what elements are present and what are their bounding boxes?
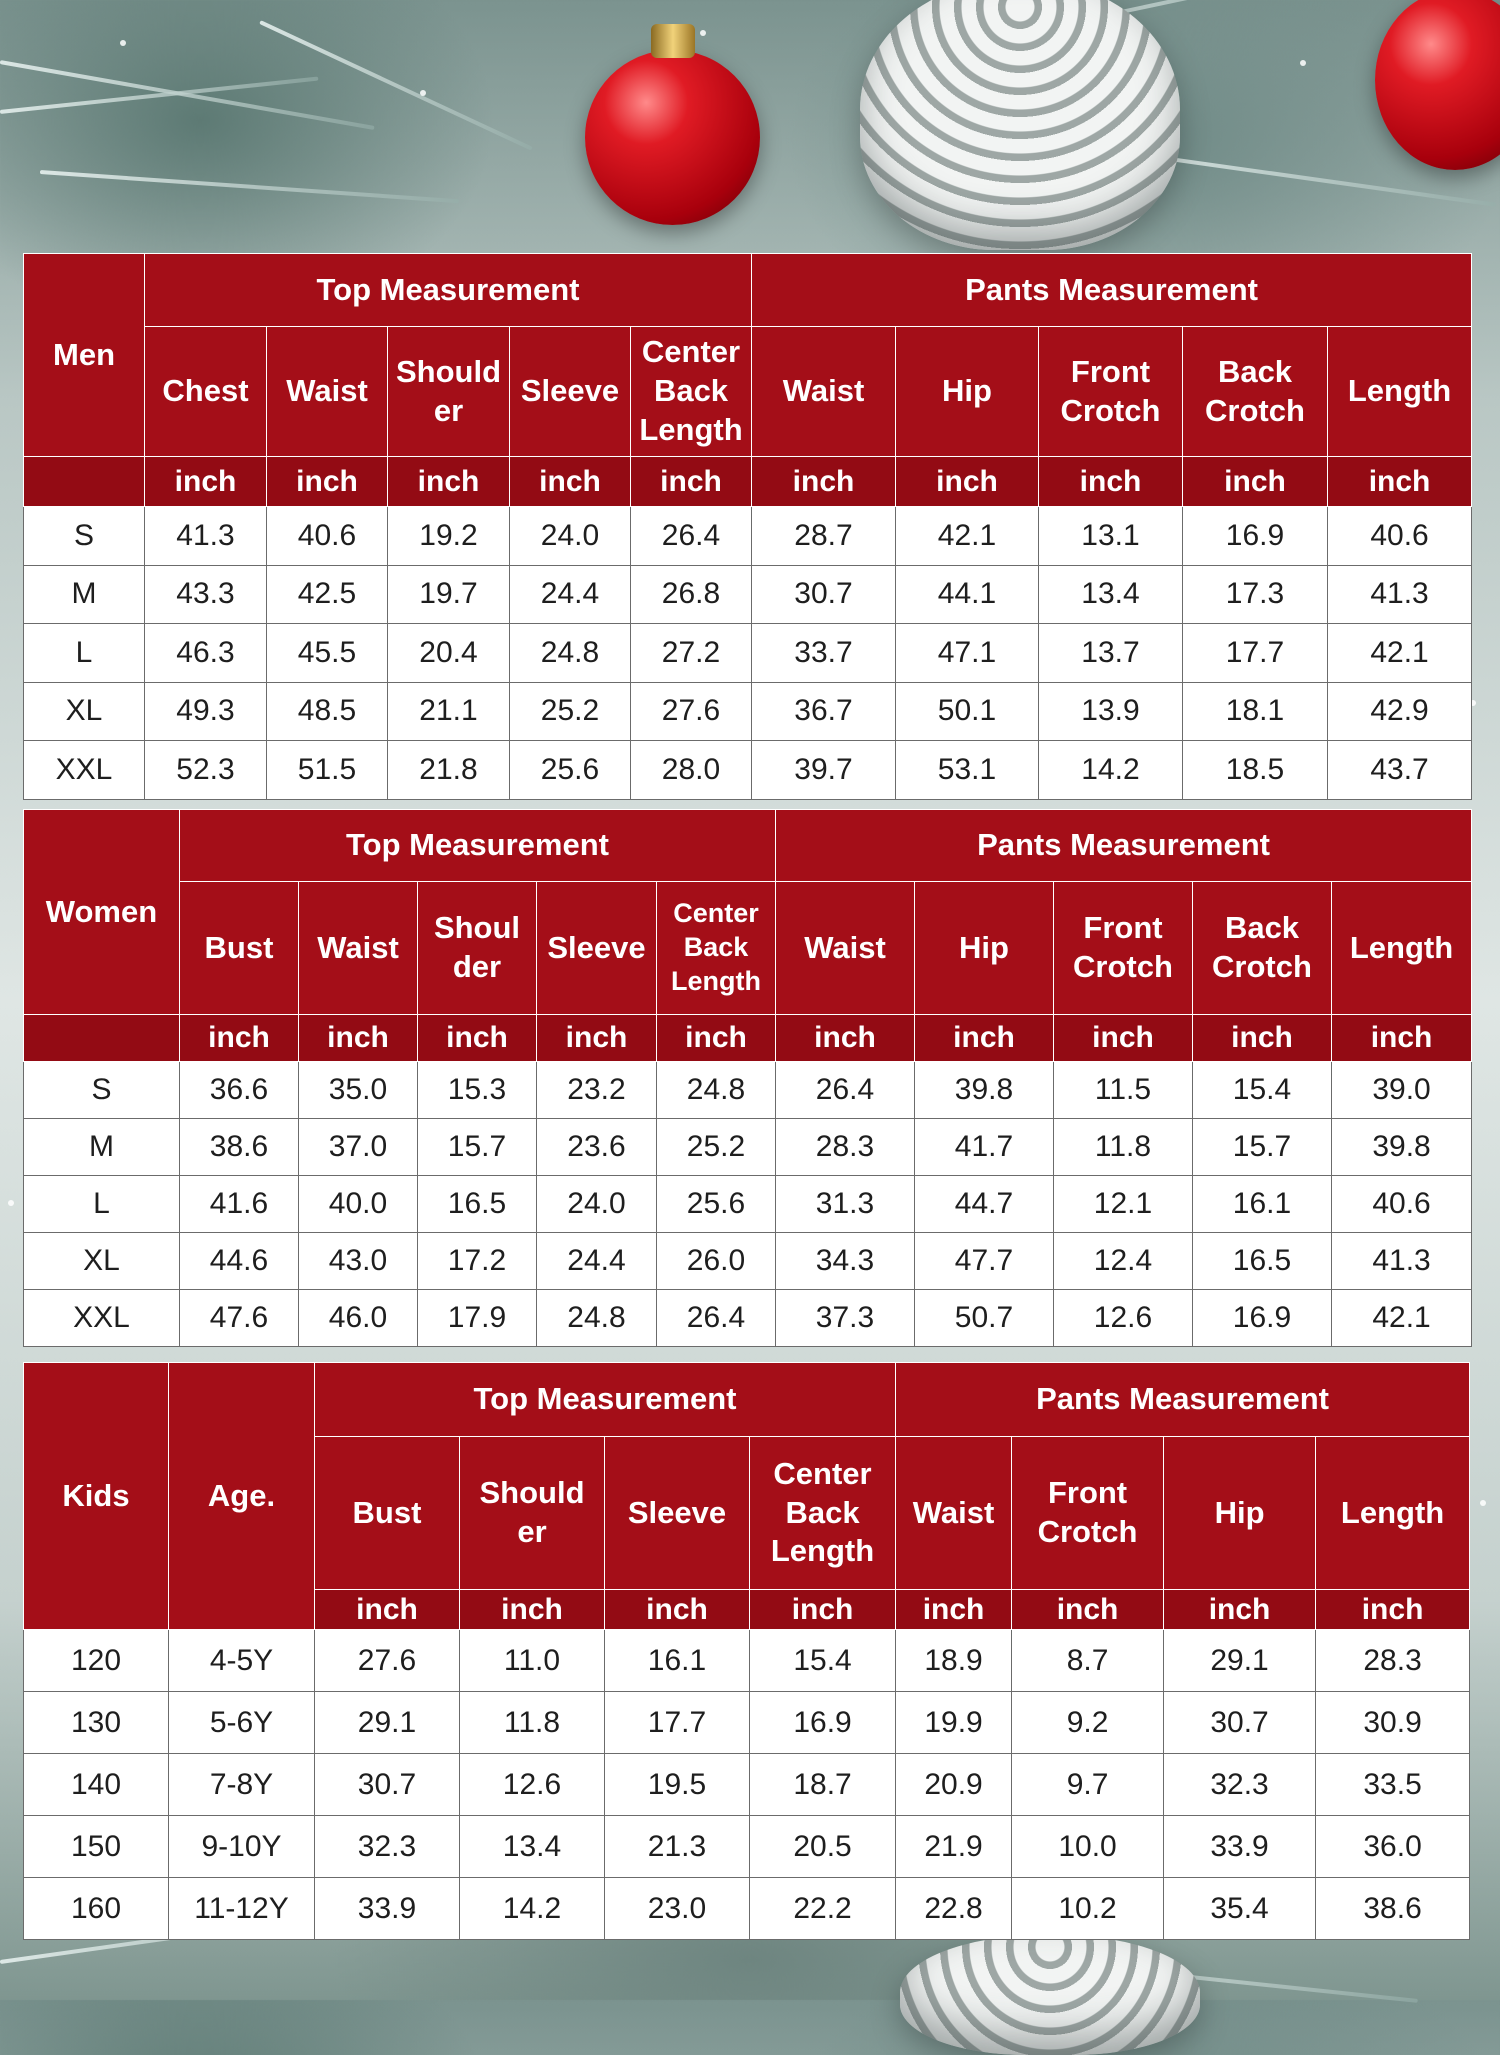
value-cell: 25.2 — [510, 682, 631, 741]
value-cell: 30.7 — [315, 1754, 460, 1816]
column-header: Bust — [315, 1437, 460, 1590]
unit-label: inch — [750, 1590, 896, 1630]
value-cell: 43.3 — [145, 565, 267, 624]
value-cell: 24.8 — [510, 624, 631, 683]
value-cell: 40.6 — [1332, 1176, 1472, 1233]
value-cell: 24.0 — [510, 507, 631, 566]
value-cell: 19.7 — [388, 565, 510, 624]
column-header: Waist — [776, 882, 915, 1015]
value-cell: 43.0 — [299, 1233, 418, 1290]
size-cell: XXL — [24, 1290, 180, 1347]
column-header: Sleeve — [537, 882, 657, 1015]
value-cell: 20.5 — [750, 1816, 896, 1878]
value-cell: 21.8 — [388, 741, 510, 800]
red-ornament-left — [585, 50, 760, 225]
top-measurement-header: Top Measurement — [180, 810, 776, 882]
age-cell: 9-10Y — [169, 1816, 315, 1878]
value-cell: 11.8 — [460, 1692, 605, 1754]
pants-measurement-header: Pants Measurement — [752, 254, 1472, 327]
table-row — [24, 1176, 1472, 1233]
value-cell: 38.6 — [1316, 1878, 1470, 1940]
value-cell: 26.4 — [657, 1290, 776, 1347]
table-row — [24, 1692, 1470, 1754]
value-cell: 16.5 — [1193, 1233, 1332, 1290]
value-cell: 18.9 — [896, 1630, 1012, 1692]
value-cell: 32.3 — [1164, 1754, 1316, 1816]
value-cell: 13.4 — [460, 1816, 605, 1878]
value-cell: 24.8 — [537, 1290, 657, 1347]
value-cell: 39.8 — [1332, 1119, 1472, 1176]
unit-spacer — [24, 1015, 180, 1062]
value-cell: 46.3 — [145, 624, 267, 683]
value-cell: 35.4 — [1164, 1878, 1316, 1940]
table-row — [24, 1816, 1470, 1878]
value-cell: 26.8 — [631, 565, 752, 624]
value-cell: 29.1 — [315, 1692, 460, 1754]
value-cell: 30.7 — [1164, 1692, 1316, 1754]
value-cell: 24.8 — [657, 1062, 776, 1119]
value-cell: 13.9 — [1039, 682, 1183, 741]
value-cell: 42.1 — [896, 507, 1039, 566]
value-cell: 36.7 — [752, 682, 896, 741]
value-cell: 41.7 — [915, 1119, 1054, 1176]
value-cell: 48.5 — [267, 682, 388, 741]
value-cell: 14.2 — [1039, 741, 1183, 800]
unit-label: inch — [657, 1015, 776, 1062]
value-cell: 40.0 — [299, 1176, 418, 1233]
value-cell: 32.3 — [315, 1816, 460, 1878]
kids-size-table — [23, 1362, 1470, 1940]
value-cell: 44.7 — [915, 1176, 1054, 1233]
unit-label: inch — [299, 1015, 418, 1062]
pants-measurement-header: Pants Measurement — [896, 1363, 1470, 1437]
value-cell: 22.2 — [750, 1878, 896, 1940]
unit-label: inch — [460, 1590, 605, 1630]
unit-label: inch — [510, 457, 631, 507]
value-cell: 53.1 — [896, 741, 1039, 800]
value-cell: 39.7 — [752, 741, 896, 800]
size-cell: 130 — [24, 1692, 169, 1754]
column-header: Should er — [388, 327, 510, 457]
value-cell: 28.3 — [1316, 1630, 1470, 1692]
value-cell: 18.5 — [1183, 741, 1328, 800]
value-cell: 24.4 — [510, 565, 631, 624]
unit-label: inch — [896, 457, 1039, 507]
column-header: Length — [1328, 327, 1472, 457]
value-cell: 18.7 — [750, 1754, 896, 1816]
column-header: Length — [1316, 1437, 1470, 1590]
column-header: Center Back Length — [750, 1437, 896, 1590]
value-cell: 10.2 — [1012, 1878, 1164, 1940]
table-row — [24, 1878, 1470, 1940]
size-cell: S — [24, 1062, 180, 1119]
value-cell: 42.1 — [1332, 1290, 1472, 1347]
table-row — [24, 1119, 1472, 1176]
unit-label: inch — [1183, 457, 1328, 507]
column-header: Waist — [267, 327, 388, 457]
value-cell: 42.5 — [267, 565, 388, 624]
column-header: Back Crotch — [1183, 327, 1328, 457]
value-cell: 41.6 — [180, 1176, 299, 1233]
value-cell: 20.4 — [388, 624, 510, 683]
unit-label: inch — [1012, 1590, 1164, 1630]
column-header: Hip — [915, 882, 1054, 1015]
value-cell: 47.7 — [915, 1233, 1054, 1290]
value-cell: 23.2 — [537, 1062, 657, 1119]
value-cell: 12.4 — [1054, 1233, 1193, 1290]
value-cell: 16.9 — [1183, 507, 1328, 566]
unit-label: inch — [1193, 1015, 1332, 1062]
size-cell: XL — [24, 1233, 180, 1290]
value-cell: 25.6 — [510, 741, 631, 800]
value-cell: 18.1 — [1183, 682, 1328, 741]
size-cell: M — [24, 565, 145, 624]
value-cell: 25.6 — [657, 1176, 776, 1233]
value-cell: 49.3 — [145, 682, 267, 741]
value-cell: 27.2 — [631, 624, 752, 683]
unit-label: inch — [1039, 457, 1183, 507]
table-label: Men — [24, 254, 145, 457]
column-header: Chest — [145, 327, 267, 457]
table-label: Women — [24, 810, 180, 1015]
value-cell: 38.6 — [180, 1119, 299, 1176]
value-cell: 35.0 — [299, 1062, 418, 1119]
size-cell: 120 — [24, 1630, 169, 1692]
value-cell: 16.9 — [750, 1692, 896, 1754]
column-header: Front Crotch — [1039, 327, 1183, 457]
value-cell: 12.6 — [460, 1754, 605, 1816]
value-cell: 16.1 — [605, 1630, 750, 1692]
unit-label: inch — [418, 1015, 537, 1062]
column-header: Front Crotch — [1054, 882, 1193, 1015]
age-cell: 5-6Y — [169, 1692, 315, 1754]
size-cell: XL — [24, 682, 145, 741]
value-cell: 29.1 — [1164, 1630, 1316, 1692]
value-cell: 21.9 — [896, 1816, 1012, 1878]
value-cell: 19.5 — [605, 1754, 750, 1816]
value-cell: 28.3 — [776, 1119, 915, 1176]
size-cell: S — [24, 507, 145, 566]
value-cell: 36.6 — [180, 1062, 299, 1119]
value-cell: 37.3 — [776, 1290, 915, 1347]
unit-label: inch — [896, 1590, 1012, 1630]
value-cell: 23.6 — [537, 1119, 657, 1176]
table-row — [24, 1630, 1470, 1692]
value-cell: 36.0 — [1316, 1816, 1470, 1878]
unit-label: inch — [605, 1590, 750, 1630]
column-header: Bust — [180, 882, 299, 1015]
value-cell: 8.7 — [1012, 1630, 1164, 1692]
value-cell: 51.5 — [267, 741, 388, 800]
value-cell: 16.1 — [1193, 1176, 1332, 1233]
value-cell: 17.3 — [1183, 565, 1328, 624]
value-cell: 15.4 — [750, 1630, 896, 1692]
value-cell: 47.6 — [180, 1290, 299, 1347]
size-cell: 150 — [24, 1816, 169, 1878]
table-row — [24, 565, 1472, 624]
unit-label: inch — [388, 457, 510, 507]
unit-label: inch — [1164, 1590, 1316, 1630]
value-cell: 21.1 — [388, 682, 510, 741]
age-cell: 7-8Y — [169, 1754, 315, 1816]
value-cell: 41.3 — [1332, 1233, 1472, 1290]
value-cell: 11.0 — [460, 1630, 605, 1692]
table-row — [24, 1233, 1472, 1290]
age-cell: 4-5Y — [169, 1630, 315, 1692]
unit-spacer — [24, 457, 145, 507]
value-cell: 11.5 — [1054, 1062, 1193, 1119]
value-cell: 50.1 — [896, 682, 1039, 741]
column-header: Sleeve — [510, 327, 631, 457]
pinecone-decoration — [860, 0, 1180, 250]
value-cell: 19.2 — [388, 507, 510, 566]
value-cell: 47.1 — [896, 624, 1039, 683]
size-cell: 160 — [24, 1878, 169, 1940]
value-cell: 20.9 — [896, 1754, 1012, 1816]
value-cell: 17.7 — [1183, 624, 1328, 683]
value-cell: 15.7 — [1193, 1119, 1332, 1176]
unit-label: inch — [1332, 1015, 1472, 1062]
column-header: Waist — [299, 882, 418, 1015]
value-cell: 39.8 — [915, 1062, 1054, 1119]
table-row — [24, 1754, 1470, 1816]
unit-label: inch — [267, 457, 388, 507]
table-row — [24, 624, 1472, 683]
value-cell: 17.7 — [605, 1692, 750, 1754]
unit-label: inch — [145, 457, 267, 507]
age-header: Age. — [169, 1363, 315, 1630]
table-row — [24, 1062, 1472, 1119]
value-cell: 15.7 — [418, 1119, 537, 1176]
value-cell: 16.9 — [1193, 1290, 1332, 1347]
value-cell: 24.4 — [537, 1233, 657, 1290]
value-cell: 45.5 — [267, 624, 388, 683]
value-cell: 40.6 — [267, 507, 388, 566]
table-row — [24, 507, 1472, 566]
unit-label: inch — [1316, 1590, 1470, 1630]
value-cell: 52.3 — [145, 741, 267, 800]
value-cell: 13.7 — [1039, 624, 1183, 683]
value-cell: 28.7 — [752, 507, 896, 566]
value-cell: 30.7 — [752, 565, 896, 624]
value-cell: 41.3 — [1328, 565, 1472, 624]
unit-label: inch — [1054, 1015, 1193, 1062]
unit-label: inch — [537, 1015, 657, 1062]
table-row — [24, 741, 1472, 800]
value-cell: 10.0 — [1012, 1816, 1164, 1878]
value-cell: 26.0 — [657, 1233, 776, 1290]
size-cell: M — [24, 1119, 180, 1176]
value-cell: 15.3 — [418, 1062, 537, 1119]
value-cell: 41.3 — [145, 507, 267, 566]
value-cell: 17.9 — [418, 1290, 537, 1347]
column-header: Back Crotch — [1193, 882, 1332, 1015]
pants-measurement-header: Pants Measurement — [776, 810, 1472, 882]
value-cell: 43.7 — [1328, 741, 1472, 800]
top-measurement-header: Top Measurement — [315, 1363, 896, 1437]
column-header: Center Back Length — [657, 882, 776, 1015]
value-cell: 19.9 — [896, 1692, 1012, 1754]
unit-label: inch — [315, 1590, 460, 1630]
table-row — [24, 1290, 1472, 1347]
value-cell: 25.2 — [657, 1119, 776, 1176]
value-cell: 9.2 — [1012, 1692, 1164, 1754]
value-cell: 34.3 — [776, 1233, 915, 1290]
value-cell: 11.8 — [1054, 1119, 1193, 1176]
value-cell: 13.4 — [1039, 565, 1183, 624]
value-cell: 33.9 — [315, 1878, 460, 1940]
top-measurement-header: Top Measurement — [145, 254, 752, 327]
men-size-table — [23, 253, 1472, 800]
value-cell: 21.3 — [605, 1816, 750, 1878]
value-cell: 30.9 — [1316, 1692, 1470, 1754]
value-cell: 17.2 — [418, 1233, 537, 1290]
column-header: Sleeve — [605, 1437, 750, 1590]
value-cell: 15.4 — [1193, 1062, 1332, 1119]
value-cell: 42.9 — [1328, 682, 1472, 741]
column-header: Hip — [896, 327, 1039, 457]
unit-label: inch — [776, 1015, 915, 1062]
value-cell: 26.4 — [631, 507, 752, 566]
unit-label: inch — [752, 457, 896, 507]
column-header: Should er — [460, 1437, 605, 1590]
value-cell: 26.4 — [776, 1062, 915, 1119]
size-cell: L — [24, 624, 145, 683]
value-cell: 16.5 — [418, 1176, 537, 1233]
column-header: Waist — [752, 327, 896, 457]
value-cell: 27.6 — [315, 1630, 460, 1692]
unit-label: inch — [915, 1015, 1054, 1062]
unit-label: inch — [1328, 457, 1472, 507]
value-cell: 42.1 — [1328, 624, 1472, 683]
size-cell: L — [24, 1176, 180, 1233]
age-cell: 11-12Y — [169, 1878, 315, 1940]
value-cell: 39.0 — [1332, 1062, 1472, 1119]
column-header: Shoul der — [418, 882, 537, 1015]
value-cell: 33.9 — [1164, 1816, 1316, 1878]
value-cell: 9.7 — [1012, 1754, 1164, 1816]
value-cell: 12.6 — [1054, 1290, 1193, 1347]
table-row — [24, 682, 1472, 741]
women-size-table — [23, 809, 1472, 1347]
value-cell: 33.7 — [752, 624, 896, 683]
column-header: Length — [1332, 882, 1472, 1015]
value-cell: 46.0 — [299, 1290, 418, 1347]
value-cell: 22.8 — [896, 1878, 1012, 1940]
value-cell: 13.1 — [1039, 507, 1183, 566]
column-header: Front Crotch — [1012, 1437, 1164, 1590]
value-cell: 40.6 — [1328, 507, 1472, 566]
pinecone-decoration-bottom — [900, 1935, 1200, 2055]
value-cell: 28.0 — [631, 741, 752, 800]
value-cell: 27.6 — [631, 682, 752, 741]
table-label: Kids — [24, 1363, 169, 1630]
column-header: Hip — [1164, 1437, 1316, 1590]
size-cell: XXL — [24, 741, 145, 800]
column-header: Center Back Length — [631, 327, 752, 457]
unit-label: inch — [180, 1015, 299, 1062]
value-cell: 24.0 — [537, 1176, 657, 1233]
value-cell: 37.0 — [299, 1119, 418, 1176]
value-cell: 44.1 — [896, 565, 1039, 624]
size-cell: 140 — [24, 1754, 169, 1816]
column-header: Waist — [896, 1437, 1012, 1590]
value-cell: 31.3 — [776, 1176, 915, 1233]
value-cell: 23.0 — [605, 1878, 750, 1940]
value-cell: 14.2 — [460, 1878, 605, 1940]
value-cell: 44.6 — [180, 1233, 299, 1290]
unit-label: inch — [631, 457, 752, 507]
value-cell: 50.7 — [915, 1290, 1054, 1347]
value-cell: 12.1 — [1054, 1176, 1193, 1233]
value-cell: 33.5 — [1316, 1754, 1470, 1816]
